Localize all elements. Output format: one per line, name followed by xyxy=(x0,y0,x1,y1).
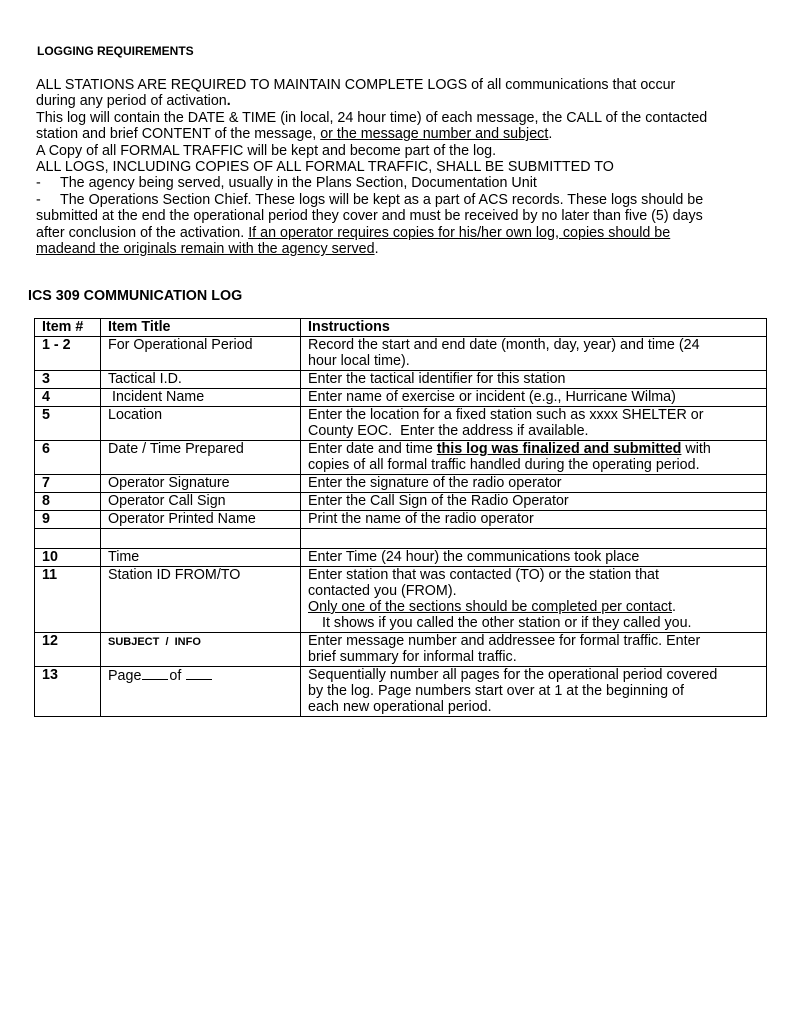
req-line: This log will contain the DATE & TIME (in local, 24 hour time) of each message, the CALL of the contacted xyxy=(36,109,708,126)
empty-cell xyxy=(35,529,101,549)
empty-cell xyxy=(301,529,767,549)
header-item-num: Item # xyxy=(35,319,101,337)
item-instructions: Print the name of the radio operator xyxy=(301,511,767,529)
item-title: For Operational Period xyxy=(101,337,301,371)
item-instructions: Enter the Call Sign of the Radio Operator xyxy=(301,493,767,511)
item-num: 8 xyxy=(35,493,101,511)
empty-cell xyxy=(101,529,301,549)
item-instructions: Enter the signature of the radio operator xyxy=(301,475,767,493)
item-title: Tactical I.D. xyxy=(101,371,301,389)
item-num: 7 xyxy=(35,475,101,493)
item-instructions: Enter the location for a fixed station such as xxxx SHELTER or County EOC. Enter the address if available. xyxy=(301,407,767,441)
item-instructions: Record the start and end date (month, day, year) and time (24 hour local time). xyxy=(301,337,767,371)
table-row xyxy=(35,441,767,475)
item-instructions: Enter the tactical identifier for this station xyxy=(301,371,767,389)
item-title: Time xyxy=(101,549,301,567)
section-title: ICS 309 COMMUNICATION LOG xyxy=(28,288,243,304)
page-blank-line xyxy=(142,667,168,680)
item-instructions: Enter Time (24 hour) the communications took place xyxy=(301,549,767,567)
bullet-item: - The Operations Section Chief. These logs will be kept as a part of ACS records. These logs should be xyxy=(36,191,704,208)
logging-requirements xyxy=(36,77,776,257)
table-row xyxy=(35,633,767,667)
item-title: Station ID FROM/TO xyxy=(101,567,301,633)
item-num: 5 xyxy=(35,407,101,441)
ics309-instructions-table xyxy=(34,318,767,717)
table-row xyxy=(35,407,767,441)
item-title: Page of xyxy=(101,667,301,717)
req-line: A Copy of all FORMAL TRAFFIC will be kept and become part of the log. xyxy=(36,142,497,159)
table-row xyxy=(35,389,767,407)
table-row xyxy=(35,493,767,511)
req-line: madeand the originals remain with the agency served. xyxy=(36,241,379,258)
req-line: during any period of activation. xyxy=(36,93,231,110)
req-line: submitted at the end the operational period they cover and must be received by no later than five (5) days xyxy=(36,208,703,225)
table-row xyxy=(35,567,767,633)
item-instructions: Sequentially number all pages for the operational period covered by the log. Page numbers start over at 1 at the beginning of each new operational period. xyxy=(301,667,767,717)
item-num: 3 xyxy=(35,371,101,389)
item-instructions: Enter station that was contacted (TO) or the station that contacted you (FROM). Only one of the sections should be completed per contact. It shows if you called the other station or if they called you. xyxy=(301,567,767,633)
item-num: 12 xyxy=(35,633,101,667)
header-item-title: Item Title xyxy=(101,319,301,337)
table-row xyxy=(35,337,767,371)
item-num: 13 xyxy=(35,667,101,717)
item-title: Operator Signature xyxy=(101,475,301,493)
table-row xyxy=(35,371,767,389)
item-title: Operator Call Sign xyxy=(101,493,301,511)
item-title: SUBJECT / INFO xyxy=(101,633,301,667)
item-title: Operator Printed Name xyxy=(101,511,301,529)
item-title: Date / Time Prepared xyxy=(101,441,301,475)
table-header-row xyxy=(35,319,767,337)
table-row xyxy=(35,511,767,529)
item-instructions: Enter name of exercise or incident (e.g., Hurricane Wilma) xyxy=(301,389,767,407)
req-line: ALL LOGS, INCLUDING COPIES OF ALL FORMAL TRAFFIC, SHALL BE SUBMITTED TO xyxy=(36,159,614,176)
req-line: ALL STATIONS ARE REQUIRED TO MAINTAIN COMPLETE LOGS of all communications that occur xyxy=(36,77,676,93)
item-num: 6 xyxy=(35,441,101,475)
table-row xyxy=(35,549,767,567)
bullet-item: - The agency being served, usually in the Plans Section, Documentation Unit xyxy=(36,175,537,192)
req-line: after conclusion of the activation. If an operator requires copies for his/her own log, copies should be xyxy=(36,224,671,241)
item-num: 9 xyxy=(35,511,101,529)
item-num: 4 xyxy=(35,389,101,407)
req-line: station and brief CONTENT of the message, or the message number and subject. xyxy=(36,126,553,143)
table-spacer-row xyxy=(35,529,767,549)
table-row xyxy=(35,475,767,493)
item-num: 1 - 2 xyxy=(35,337,101,371)
item-title: Incident Name xyxy=(101,389,301,407)
page-blank-line xyxy=(186,667,212,680)
item-num: 10 xyxy=(35,549,101,567)
header-instructions: Instructions xyxy=(301,319,767,337)
item-title: Location xyxy=(101,407,301,441)
item-num: 11 xyxy=(35,567,101,633)
item-instructions: Enter message number and addressee for formal traffic. Enter brief summary for informal traffic. xyxy=(301,633,767,667)
page-heading: LOGGING REQUIREMENTS xyxy=(37,44,194,58)
item-instructions: Enter date and time this log was finalized and submitted with copies of all formal traffic handled during the operating period. xyxy=(301,441,767,475)
table-row xyxy=(35,667,767,717)
